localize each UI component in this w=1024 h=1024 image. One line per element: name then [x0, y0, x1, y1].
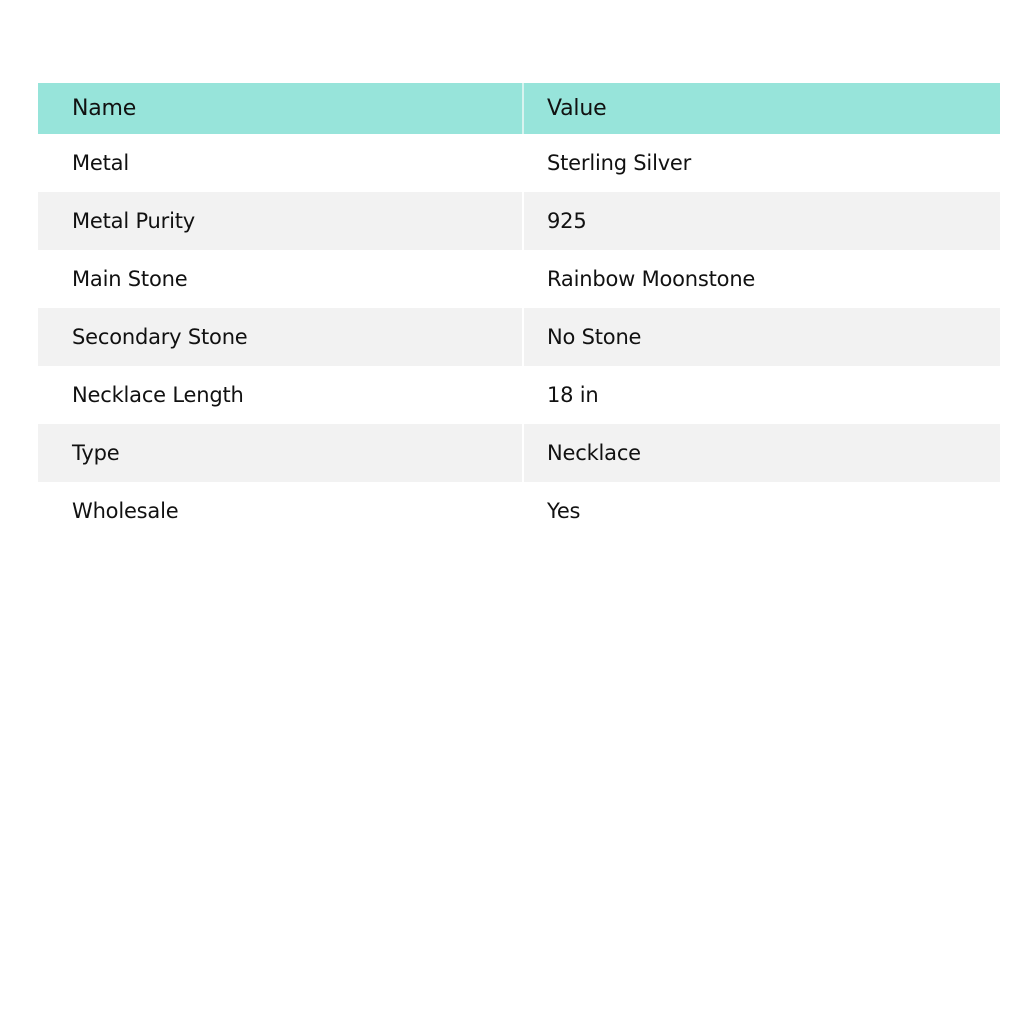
- row-name-cell: Type: [38, 424, 523, 482]
- row-value-cell: 925: [547, 209, 587, 233]
- row-name-cell: Metal Purity: [38, 192, 523, 250]
- row-value-cell: No Stone: [547, 325, 642, 349]
- column-header-name: Name: [38, 83, 523, 134]
- table-row: [38, 424, 1000, 482]
- row-name-cell: Secondary Stone: [38, 308, 523, 366]
- row-name-cell: Metal: [38, 134, 523, 192]
- table-row: [38, 134, 1000, 192]
- table-row: [38, 192, 1000, 250]
- row-value-cell: Necklace: [547, 441, 641, 465]
- row-name-cell: Main Stone: [38, 250, 523, 308]
- row-value-cell: Rainbow Moonstone: [547, 267, 756, 291]
- table-row: [38, 308, 1000, 366]
- table-header-row: [38, 83, 1000, 134]
- row-name-cell: Necklace Length: [38, 366, 523, 424]
- column-header-value: Value: [547, 96, 607, 121]
- row-value-cell: 18 in: [547, 383, 599, 407]
- table-row: [38, 366, 1000, 424]
- table-row: [38, 482, 1000, 540]
- row-name-cell: Wholesale: [38, 482, 523, 540]
- table-row: [38, 250, 1000, 308]
- row-value-cell: Yes: [547, 499, 581, 523]
- specifications-table: [38, 83, 1000, 540]
- row-value-cell: Sterling Silver: [547, 151, 692, 175]
